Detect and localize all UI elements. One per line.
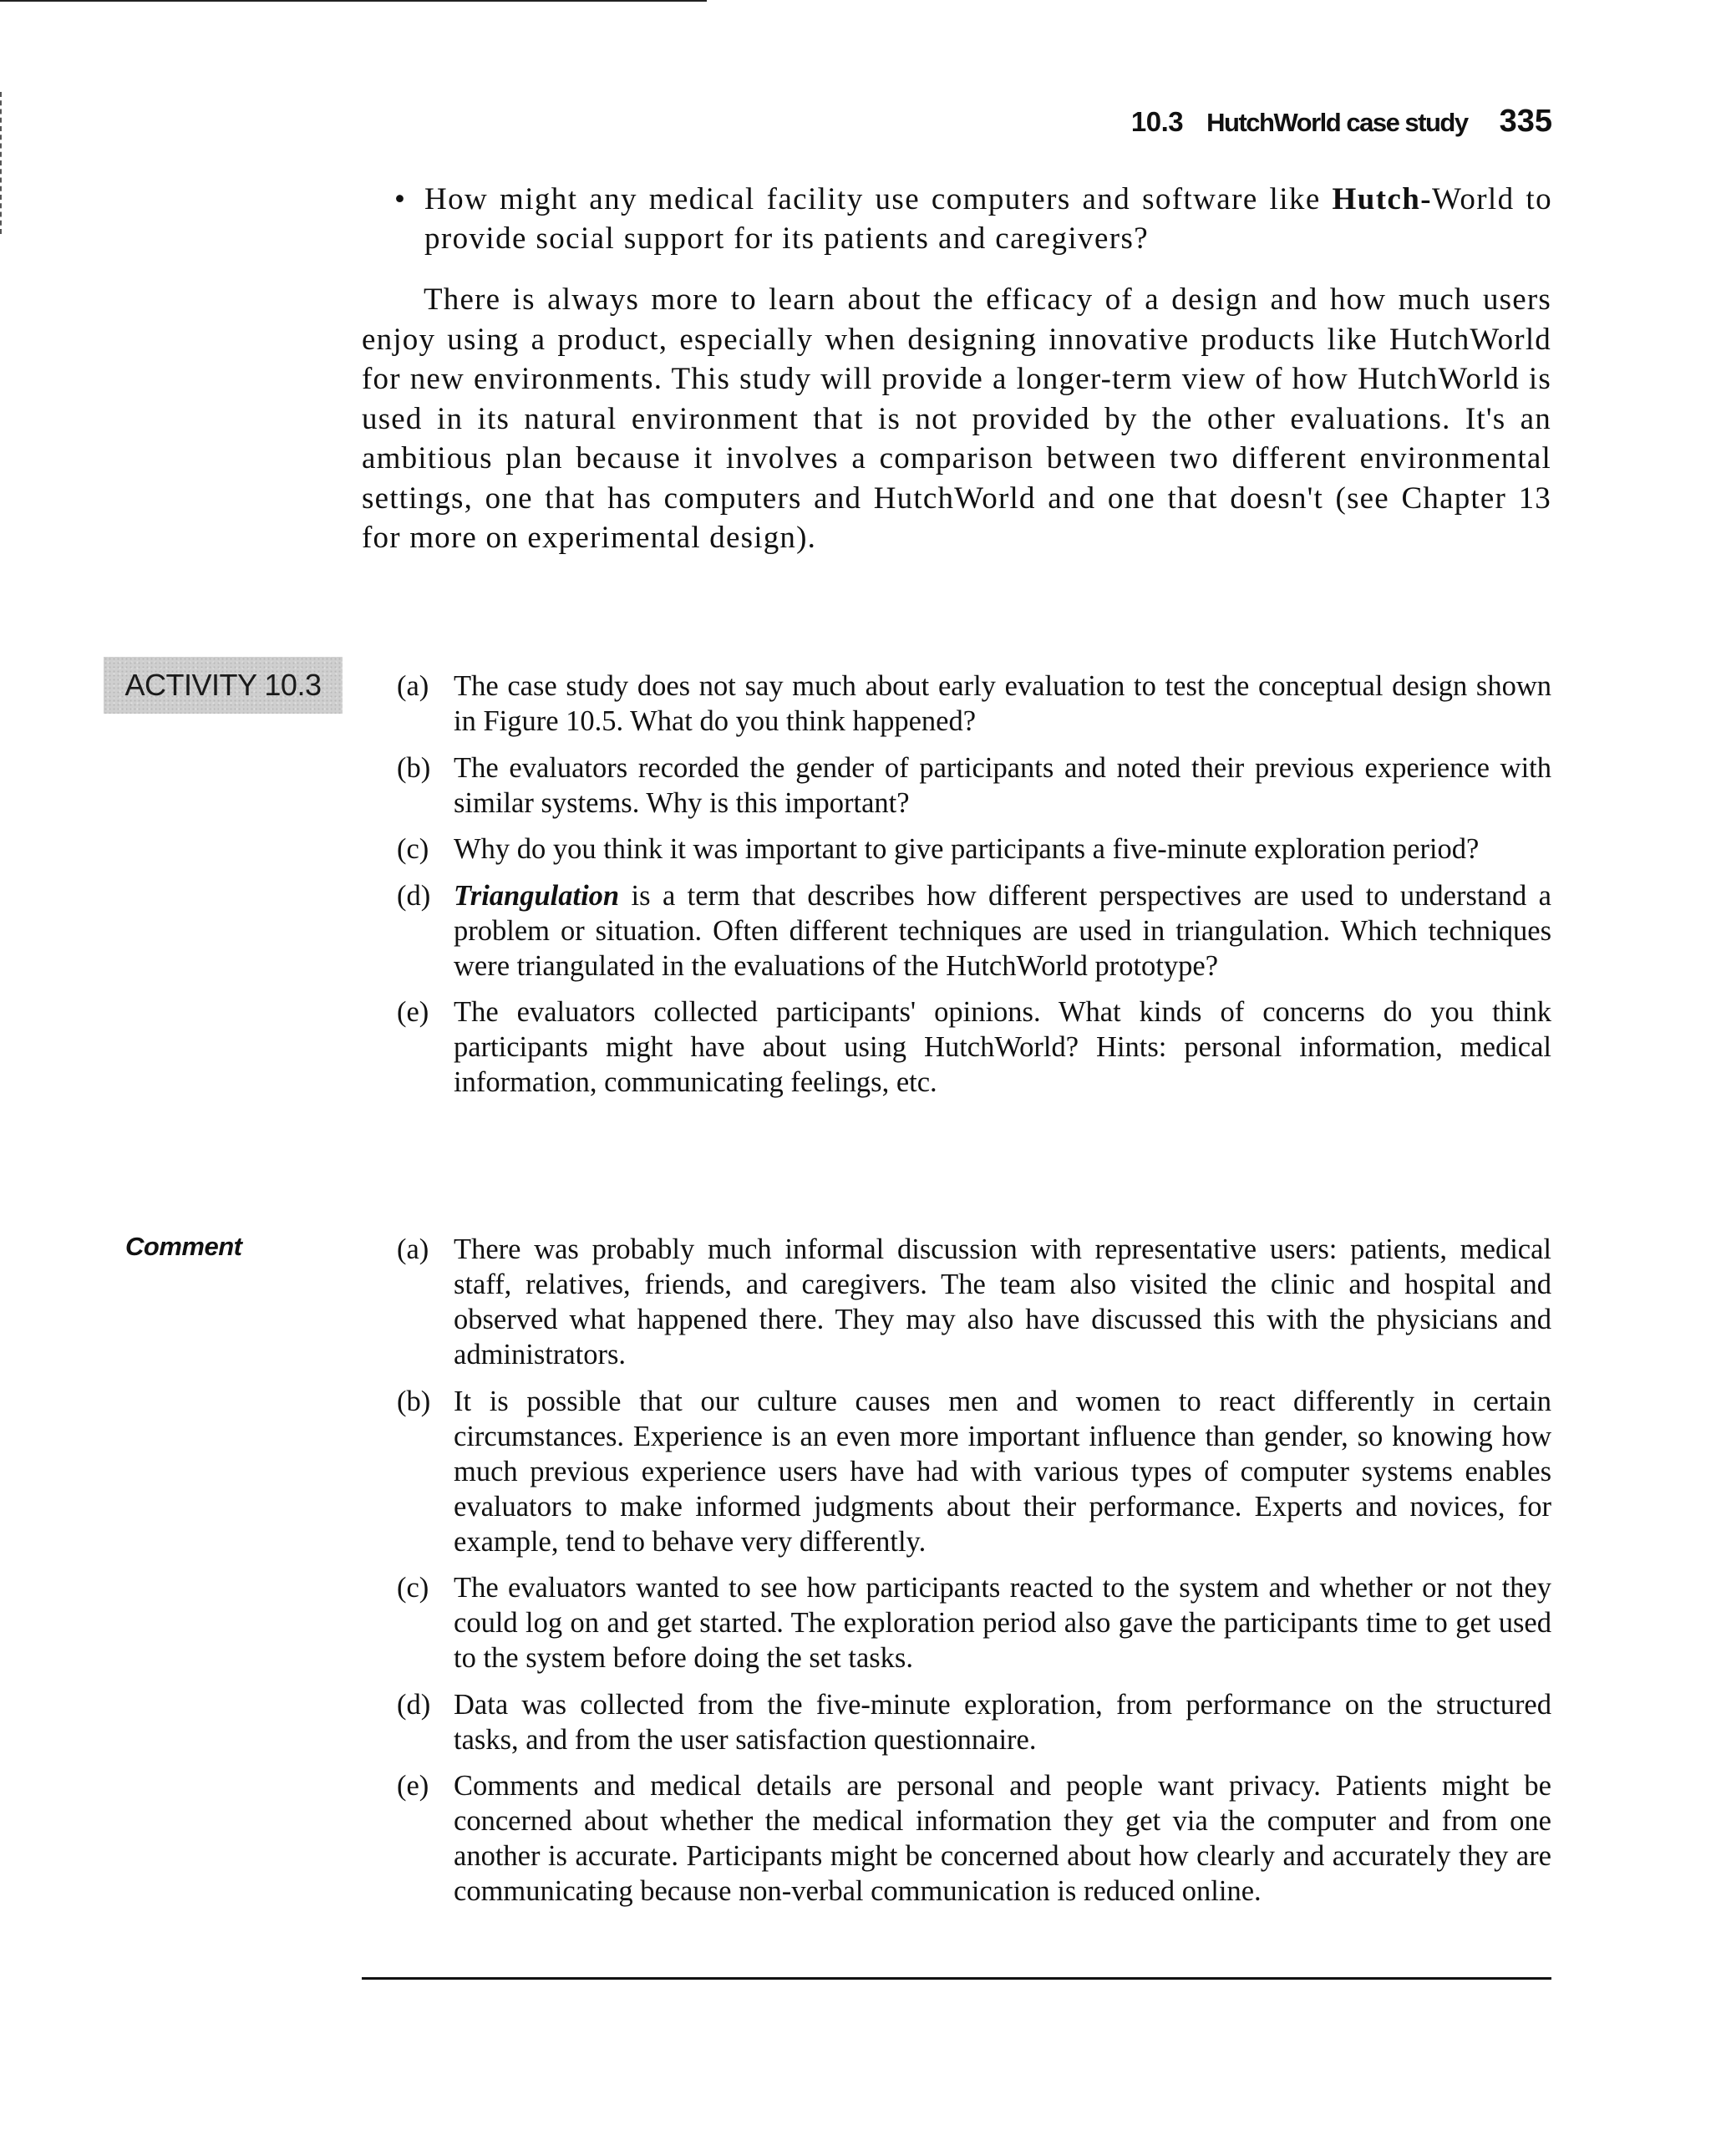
intro-bullet-item: [394, 180, 1552, 258]
activity-question: [397, 750, 1551, 821]
activity-question: [397, 669, 1551, 739]
top-rule: [0, 0, 707, 2]
question-text: The evaluators collected participants' opinions. What kinds of concerns do you think participants might have about using HutchWorld? Hints: personal information, medical information, communicating feelings, etc.: [454, 996, 1551, 1098]
answer-text: Data was collected from the five-minute exploration, from performance on the structured tasks, and from the user satisfaction questionnaire.: [454, 1688, 1551, 1756]
answer-text: The evaluators wanted to see how participants reacted to the system and whether or not they could log on and get started. The exploration period also gave the participants time to get used to the system before doing the set tasks.: [454, 1572, 1551, 1674]
section-number: 10.3: [1130, 106, 1184, 137]
item-marker: (d): [397, 879, 431, 912]
section-title: HutchWorld case study: [1206, 108, 1468, 137]
item-marker: (c): [397, 833, 429, 865]
question-text: Why do you think it was important to give participants a five-minute exploration period?: [454, 833, 1480, 865]
answer-text: Comments and medical details are personal and people want privacy. Patients might be concerned about whether the medical information they get via the computer and from one another is accurate. Participants might be concerned about how clearly and accurately they are communicating because non-verbal communication is reduced online.: [454, 1770, 1551, 1907]
bullet-marker: •: [394, 182, 407, 216]
comment-answer: [397, 1570, 1551, 1675]
bullet-text: [424, 180, 1552, 258]
item-marker: (a): [397, 670, 429, 702]
question-text: The case study does not say much about early evaluation to test the conceptual design shown in Figure 10.5. What do you think happened?: [454, 670, 1551, 737]
bullet-text-start: How might any medical facility use computers and software like: [424, 182, 1333, 216]
bottom-rule: [362, 1977, 1551, 1980]
item-marker: (b): [397, 1385, 431, 1417]
page-number: 335: [1499, 104, 1552, 139]
question-text: The evaluators recorded the gender of participants and noted their previous experience with similar systems. Why is this important?: [454, 751, 1551, 819]
bullet-text-end: World to provide social support for its patients and caregivers?: [424, 182, 1552, 256]
item-marker: (e): [397, 1770, 429, 1802]
activity-badge-label: ACTIVITY 10.3: [124, 668, 322, 702]
answer-text: It is possible that our culture causes men and women to react differently in certain circumstances. Experience is an even more important influence than gender, so knowing how much previous experience users have had with various types of computer systems enables evaluators to make informed judgments about their performance. Experts and novices, for example, tend to behave very differently.: [454, 1385, 1551, 1558]
intro-paragraph: There is always more to learn about the efficacy of a design and how much users enjoy using a product, especially when designing innovative products like HutchWorld for new environments. This study will provide a longer-term view of how HutchWorld is used in its natural environment that is not provided by the other evaluations. It's an ambitious plan because it involves a comparison between two different environmental settings, one that has computers and HutchWorld and one that doesn't (see Chapter 13 for more on experimental design).: [362, 282, 1551, 555]
item-marker: (c): [397, 1572, 429, 1604]
activity-question: [397, 831, 1551, 867]
activity-question-list: [397, 669, 1551, 1111]
running-head: [1131, 104, 1552, 140]
comment-answer: [397, 1687, 1551, 1757]
comment-answer: [397, 1768, 1551, 1909]
comment-answer: [397, 1232, 1551, 1372]
comment-answer-list: [397, 1232, 1551, 1920]
activity-question: [397, 994, 1551, 1100]
defined-term: Triangulation: [454, 879, 620, 912]
item-marker: (a): [397, 1233, 429, 1265]
item-marker: (e): [397, 996, 429, 1028]
comment-label: Comment: [125, 1232, 242, 1261]
margin-tick-marks: [0, 92, 4, 234]
answer-text: There was probably much informal discussion with representative users: patients, medical staff, relatives, friends, and caregivers. The team also visited the clinic and hospital and observed what happened there. They may also have discussed this with the physicians and administrators.: [454, 1233, 1551, 1370]
question-text: is a term that describes how different perspectives are used to understand a problem or situation. Often different techniques are used in triangulation. Which techniques were triangulated in the evaluations of the HutchWorld prototype?: [454, 879, 1551, 982]
comment-answer: [397, 1384, 1551, 1559]
bullet-text-bold: Hutch-: [1332, 182, 1432, 216]
activity-badge: [104, 657, 343, 714]
activity-question: [397, 878, 1551, 984]
item-marker: (b): [397, 751, 431, 784]
item-marker: (d): [397, 1688, 431, 1721]
